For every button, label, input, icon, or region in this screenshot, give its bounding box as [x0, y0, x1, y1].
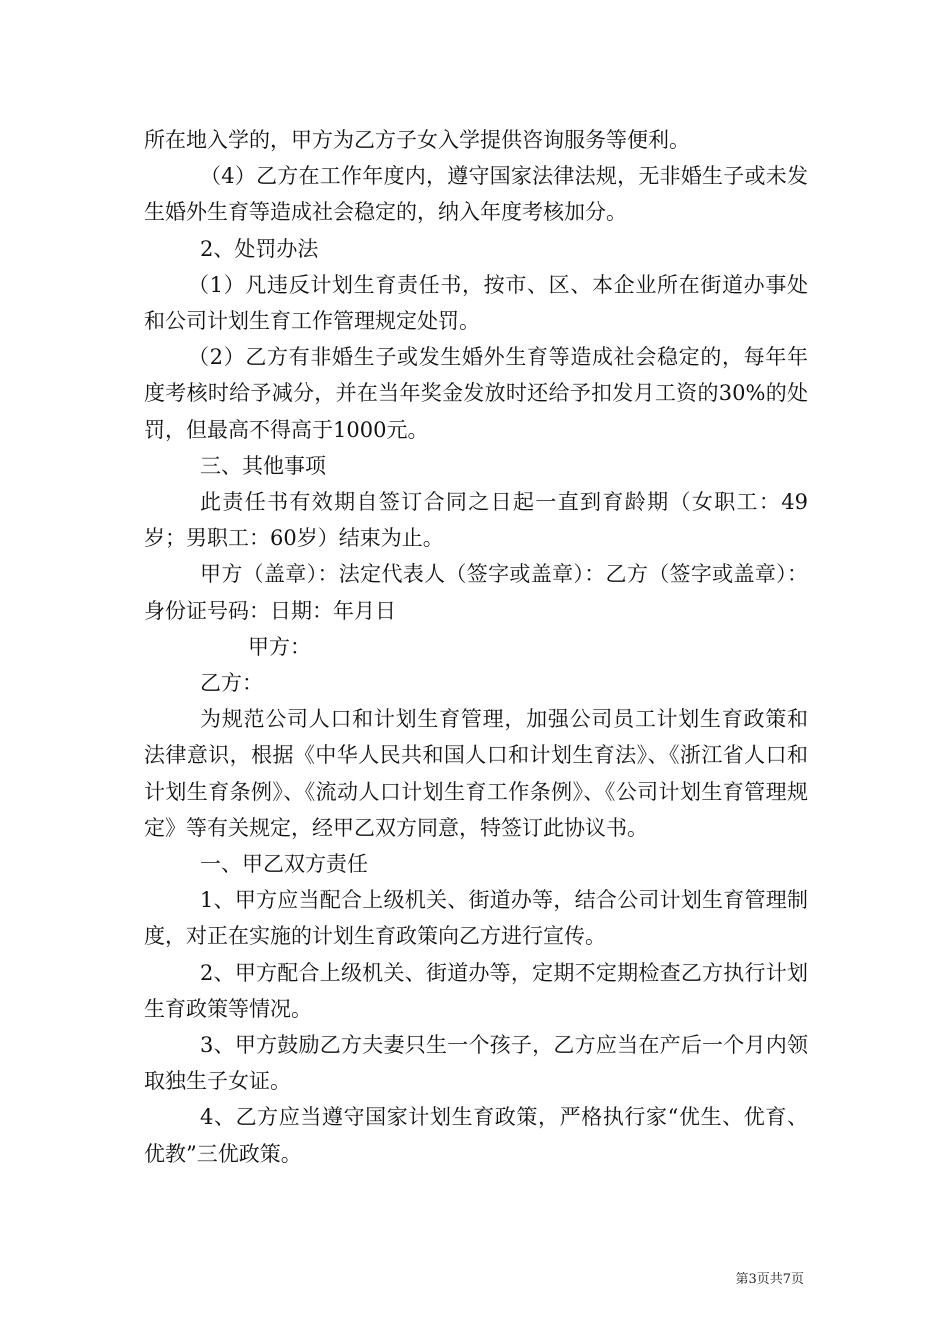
- paragraph-duty-1: 1、甲方应当配合上级机关、街道办等，结合公司计划生育管理制度，对正在实施的计划生育政策向乙方进行宣传。: [144, 888, 808, 949]
- paragraph-penalty-2: （2）乙方有非婚生子或发生婚外生育等造成社会稳定的，每年年度考核时给予减分，并在当年奖金发放时还给予扣发月工资的30%的处罚，但最高不得高于1000元。: [144, 345, 808, 442]
- paragraph-validity: 此责任书有效期自签订合同之日起一直到育龄期（女职工：49岁；男职工：60岁）结束为止。: [144, 490, 808, 551]
- paragraph-preamble: 为规范公司人口和计划生育管理，加强公司员工计划生育政策和法律意识，根据《中华人民共和国人口和计划生育法》、《浙江省人口和计划生育条例》、《流动人口计划生育工作条例》、《公司计划生育管理规定》等有关规定，经甲乙双方同意，特签订此协议书。: [144, 707, 808, 840]
- paragraph-reward-4: （4）乙方在工作年度内，遵守国家法律法规，无非婚生子或未发生婚外生育等造成社会稳定的，纳入年度考核加分。: [144, 164, 808, 225]
- paragraph-penalty-1: （1）凡违反计划生育责任书，按市、区、本企业所在街道办事处和公司计划生育工作管理规定处罚。: [144, 272, 808, 334]
- paragraph-continuation: 所在地入学的，甲方为乙方子女入学提供咨询服务等便利。: [144, 128, 690, 152]
- paragraph-duty-4: 4、乙方应当遵守国家计划生育政策，严格执行家“优生、优育、优教”三优政策。: [144, 1105, 808, 1166]
- section-heading-responsibilities: 一、甲乙双方责任: [200, 852, 368, 877]
- paragraph-signatures: 甲方（盖章）：法定代表人（签字或盖章）：乙方（签字或盖章）：身份证号码：日期：年月日: [144, 562, 808, 623]
- page-number: 第3页共7页: [735, 1272, 804, 1287]
- paragraph-duty-2: 2、甲方配合上级机关、街道办等，定期不定期检查乙方执行计划生育政策等情况。: [144, 960, 808, 1021]
- document-body: [144, 122, 808, 1172]
- party-a-label: 甲方：: [248, 634, 311, 659]
- section-heading-other: 三、其他事项: [200, 453, 326, 478]
- paragraph-duty-3: 3、甲方鼓励乙方夫妻只生一个孩子，乙方应当在产后一个月内领取独生子女证。: [144, 1033, 808, 1094]
- party-b-label: 乙方：: [200, 671, 263, 696]
- section-heading-penalty: 2、处罚办法: [200, 236, 319, 261]
